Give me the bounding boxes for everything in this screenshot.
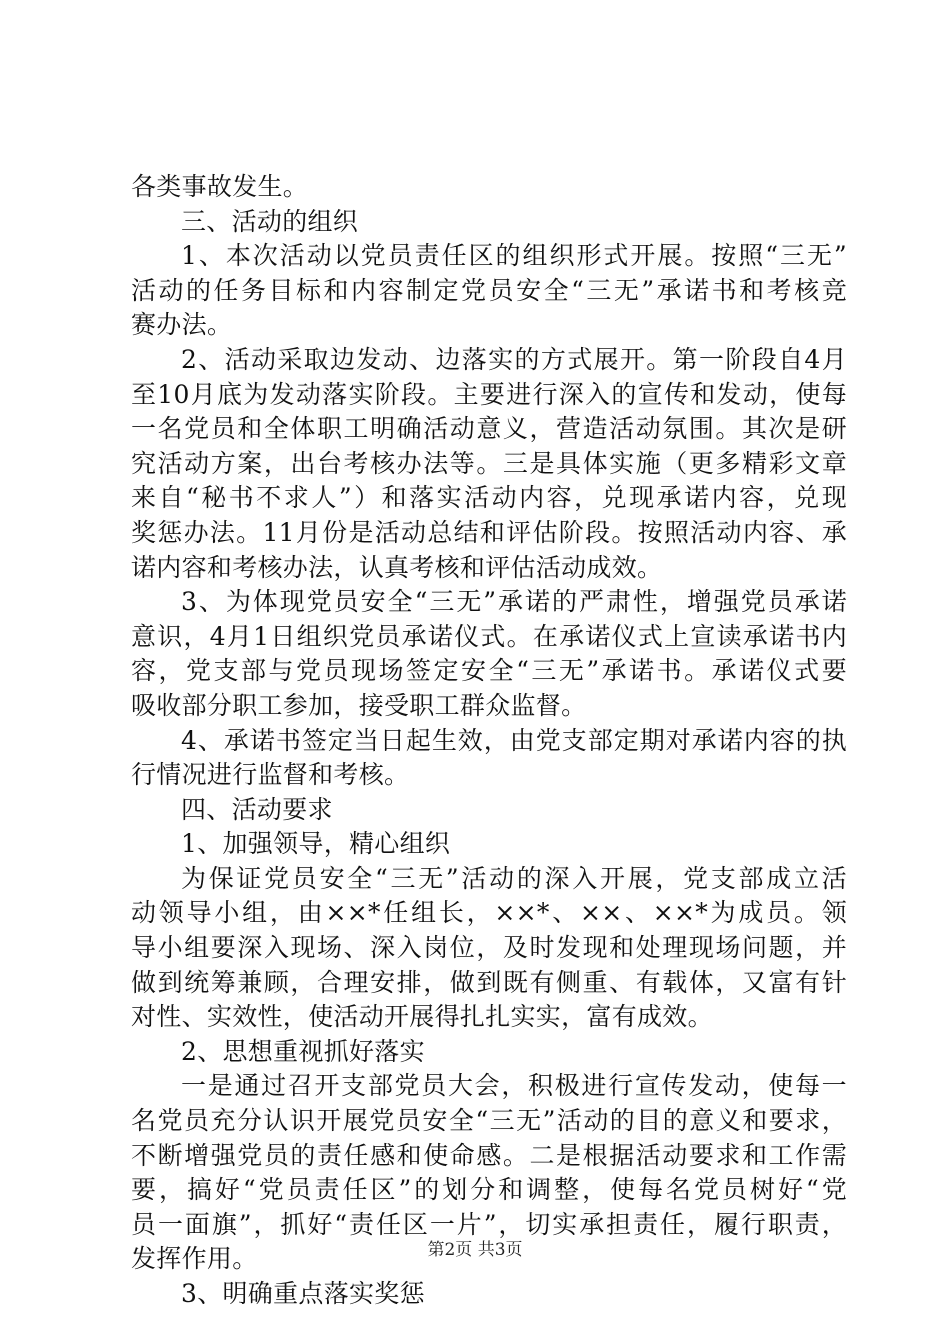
text-line: 要，搞好“党员责任区”的划分和调整，使每名党员树好“党 bbox=[131, 1175, 847, 1205]
text-line: 2、思想重视抓好落实 bbox=[181, 1036, 425, 1066]
text-line: 来自“秘书不求人”）和落实活动内容，兑现承诺内容，兑现 bbox=[131, 483, 847, 513]
text-line: 三、活动的组织 bbox=[181, 206, 359, 236]
text-line: 员一面旗”，抓好“责任区一片”，切实承担责任，履行职责， bbox=[131, 1209, 847, 1239]
text-line: 行情况进行监督和考核。 bbox=[131, 760, 410, 790]
text-line: 2、活动采取边发动、边落实的方式展开。第一阶段自4月 bbox=[181, 344, 847, 374]
text-line: 赛办法。 bbox=[131, 310, 233, 340]
text-line: 动领导小组，由××*任组长，××*、××、××*为成员。领 bbox=[131, 898, 847, 928]
text-line: 对性、实效性，使活动开展得扎扎实实，富有成效。 bbox=[131, 1002, 713, 1032]
text-line: 3、为体现党员安全“三无”承诺的严肃性，增强党员承诺 bbox=[181, 587, 847, 617]
text-line: 究活动方案，出台考核办法等。三是具体实施（更多精彩文章 bbox=[131, 448, 847, 478]
text-line: 1、加强领导，精心组织 bbox=[181, 829, 451, 859]
text-line: 一是通过召开支部党员大会，积极进行宣传发动，使每一 bbox=[181, 1071, 847, 1101]
text-line: 为保证党员安全“三无”活动的深入开展，党支部成立活 bbox=[181, 863, 847, 893]
text-line: 4、承诺书签定当日起生效，由党支部定期对承诺内容的执 bbox=[181, 725, 847, 755]
text-line: 发挥作用。 bbox=[131, 1244, 258, 1274]
text-line: 吸收部分职工参加，接受职工群众监督。 bbox=[131, 690, 587, 720]
text-line: 各类事故发生。 bbox=[131, 172, 309, 201]
text-line: 诺内容和考核办法，认真考核和评估活动成效。 bbox=[131, 552, 663, 582]
text-line: 至10月底为发动落实阶段。主要进行深入的宣传和发动，使每 bbox=[131, 379, 847, 409]
text-line: 3、明确重点落实奖惩 bbox=[181, 1279, 425, 1308]
text-line: 名党员充分认识开展党员安全“三无”活动的目的意义和要求， bbox=[131, 1106, 847, 1136]
text-line: 意识，4月1日组织党员承诺仪式。在承诺仪式上宣读承诺书内 bbox=[131, 621, 847, 651]
text-line: 活动的任务目标和内容制定党员安全“三无”承诺书和考核竞 bbox=[131, 275, 847, 305]
text-line: 导小组要深入现场、深入岗位，及时发现和处理现场问题，并 bbox=[131, 933, 847, 963]
text-line: 做到统筹兼顾，合理安排，做到既有侧重、有载体，又富有针 bbox=[131, 967, 847, 997]
page-number: 第2页 共3页 bbox=[427, 1240, 523, 1260]
text-line: 一名党员和全体职工明确活动意义，营造活动氛围。其次是研 bbox=[131, 414, 847, 444]
text-line: 奖惩办法。11月份是活动总结和评估阶段。按照活动内容、承 bbox=[131, 517, 847, 547]
text-line: 不断增强党员的责任感和使命感。二是根据活动要求和工作需 bbox=[131, 1140, 847, 1170]
text-line: 容，党支部与党员现场签定安全“三无”承诺书。承诺仪式要 bbox=[131, 656, 847, 686]
text-line: 四、活动要求 bbox=[181, 794, 333, 824]
text-line: 1、本次活动以党员责任区的组织形式开展。按照“三无” bbox=[181, 241, 847, 271]
page-footer bbox=[0, 1238, 950, 1262]
document-body bbox=[131, 170, 847, 1312]
